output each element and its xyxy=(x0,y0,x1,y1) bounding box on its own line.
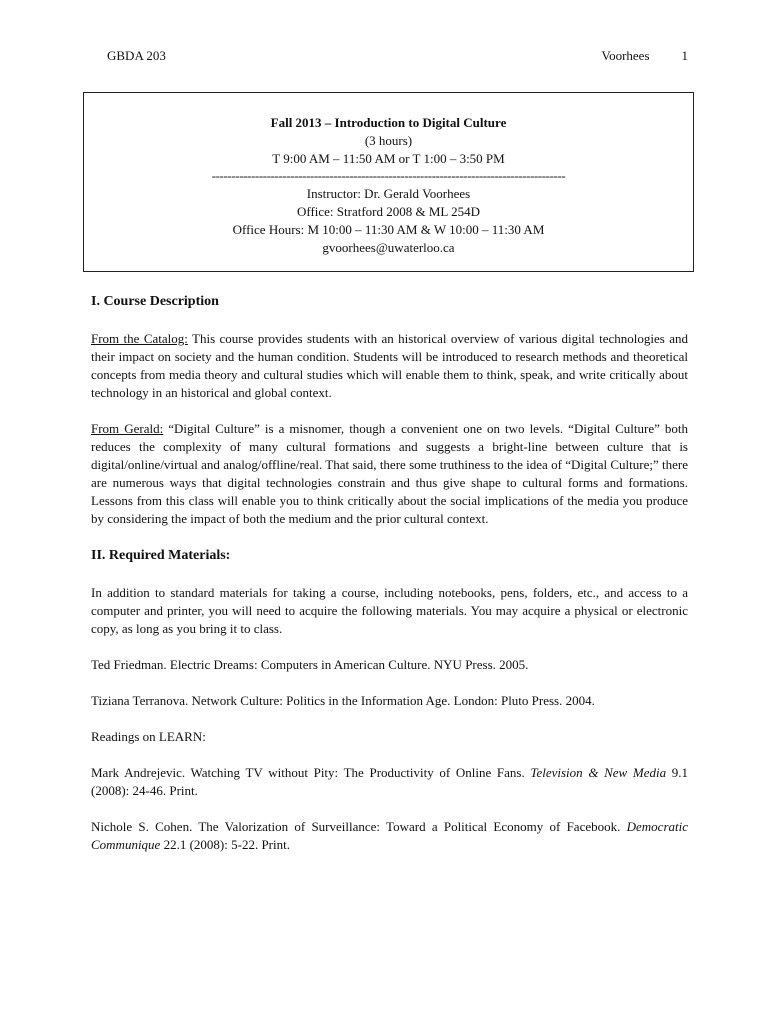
section-heading-required-materials: II. Required Materials: xyxy=(91,548,231,563)
instructor-email: gvoorhees@uwaterloo.ca xyxy=(322,239,455,255)
reading-citation-1 xyxy=(91,764,688,800)
reading1-prefix: Mark Andrejevic. Watching TV without Pity: The Productivity of Online Fans. xyxy=(91,765,531,780)
office-hours: Office Hours: M 10:00 – 11:30 AM & W 10:00 – 11:30 AM xyxy=(232,221,545,237)
course-hours: (3 hours) xyxy=(364,132,413,148)
reading2-prefix: Nichole S. Cohen. The Valorization of Surveillance: Toward a Political Economy of Facebook. xyxy=(91,819,627,834)
section-heading-course-description: I. Course Description xyxy=(91,294,219,309)
reading2-suffix: 22.1 (2008): 5-22. Print. xyxy=(160,837,290,852)
reading-citation-2 xyxy=(91,818,688,854)
course-times: T 9:00 AM – 11:50 AM or T 1:00 – 3:50 PM xyxy=(272,150,505,166)
reading2-journal: Democratic Communique xyxy=(91,819,688,852)
author-name: Voorhees xyxy=(601,48,650,63)
gerald-text: “Digital Culture” is a misnomer, though a convenient one on two levels. “Digital Culture” both reduces the complexity of many cultural formations and suggests a bright-line between culture that is digital/online/virtual and analog/offline/real. That said, there some truthiness to the idea of “Digital Culture;” there are numerous ways that digital technologies constrain and thus give shape to cultural forms and formations. Lessons from this class will enable you to think critically about the social implications of the media you produce by considering the impact of both the medium and the prior cultural context. xyxy=(91,421,688,526)
catalog-label: From the Catalog: xyxy=(91,331,188,346)
course-code: GBDA 203 xyxy=(107,48,166,63)
catalog-paragraph xyxy=(91,330,688,402)
reading1-suffix: 9.1 (2008): 24-46. Print. xyxy=(91,765,689,798)
running-header xyxy=(107,47,688,65)
book-citation-1: Ted Friedman. Electric Dreams: Computers in American Culture. NYU Press. 2005. xyxy=(91,657,529,672)
office-location: Office: Stratford 2008 & ML 254D xyxy=(296,203,481,219)
materials-intro: In addition to standard materials for taking a course, including notebooks, pens, folders, etc., and access to a computer and printer, you will need to acquire the following materials. You may acquire a physical or electronic copy, as long as you bring it to class. xyxy=(91,585,688,636)
document-body xyxy=(91,292,688,872)
reading1-journal: Television & New Media xyxy=(530,765,667,780)
page-number: 1 xyxy=(681,48,688,63)
gerald-paragraph xyxy=(91,420,688,528)
gerald-label: From Gerald: xyxy=(91,421,164,436)
dashed-divider: ------------------------------------------------------------------------------------------ xyxy=(211,168,566,184)
course-info-box xyxy=(83,92,694,272)
readings-label: Readings on LEARN: xyxy=(91,729,206,744)
header-right xyxy=(601,47,688,65)
instructor-name: Instructor: Dr. Gerald Voorhees xyxy=(306,186,471,202)
book-citation-2: Tiziana Terranova. Network Culture: Politics in the Information Age. London: Pluto Press. 2004. xyxy=(91,693,595,708)
catalog-text: This course provides students with an historical overview of various digital technologies and their impact on society and the human condition. Students will be introduced to research methods and theoretical concepts from media theory and cultural studies which will enable them to think, speak, and write critically about technology in an historical and global context. xyxy=(91,331,688,400)
course-title: Fall 2013 – Introduction to Digital Culture xyxy=(270,115,507,130)
